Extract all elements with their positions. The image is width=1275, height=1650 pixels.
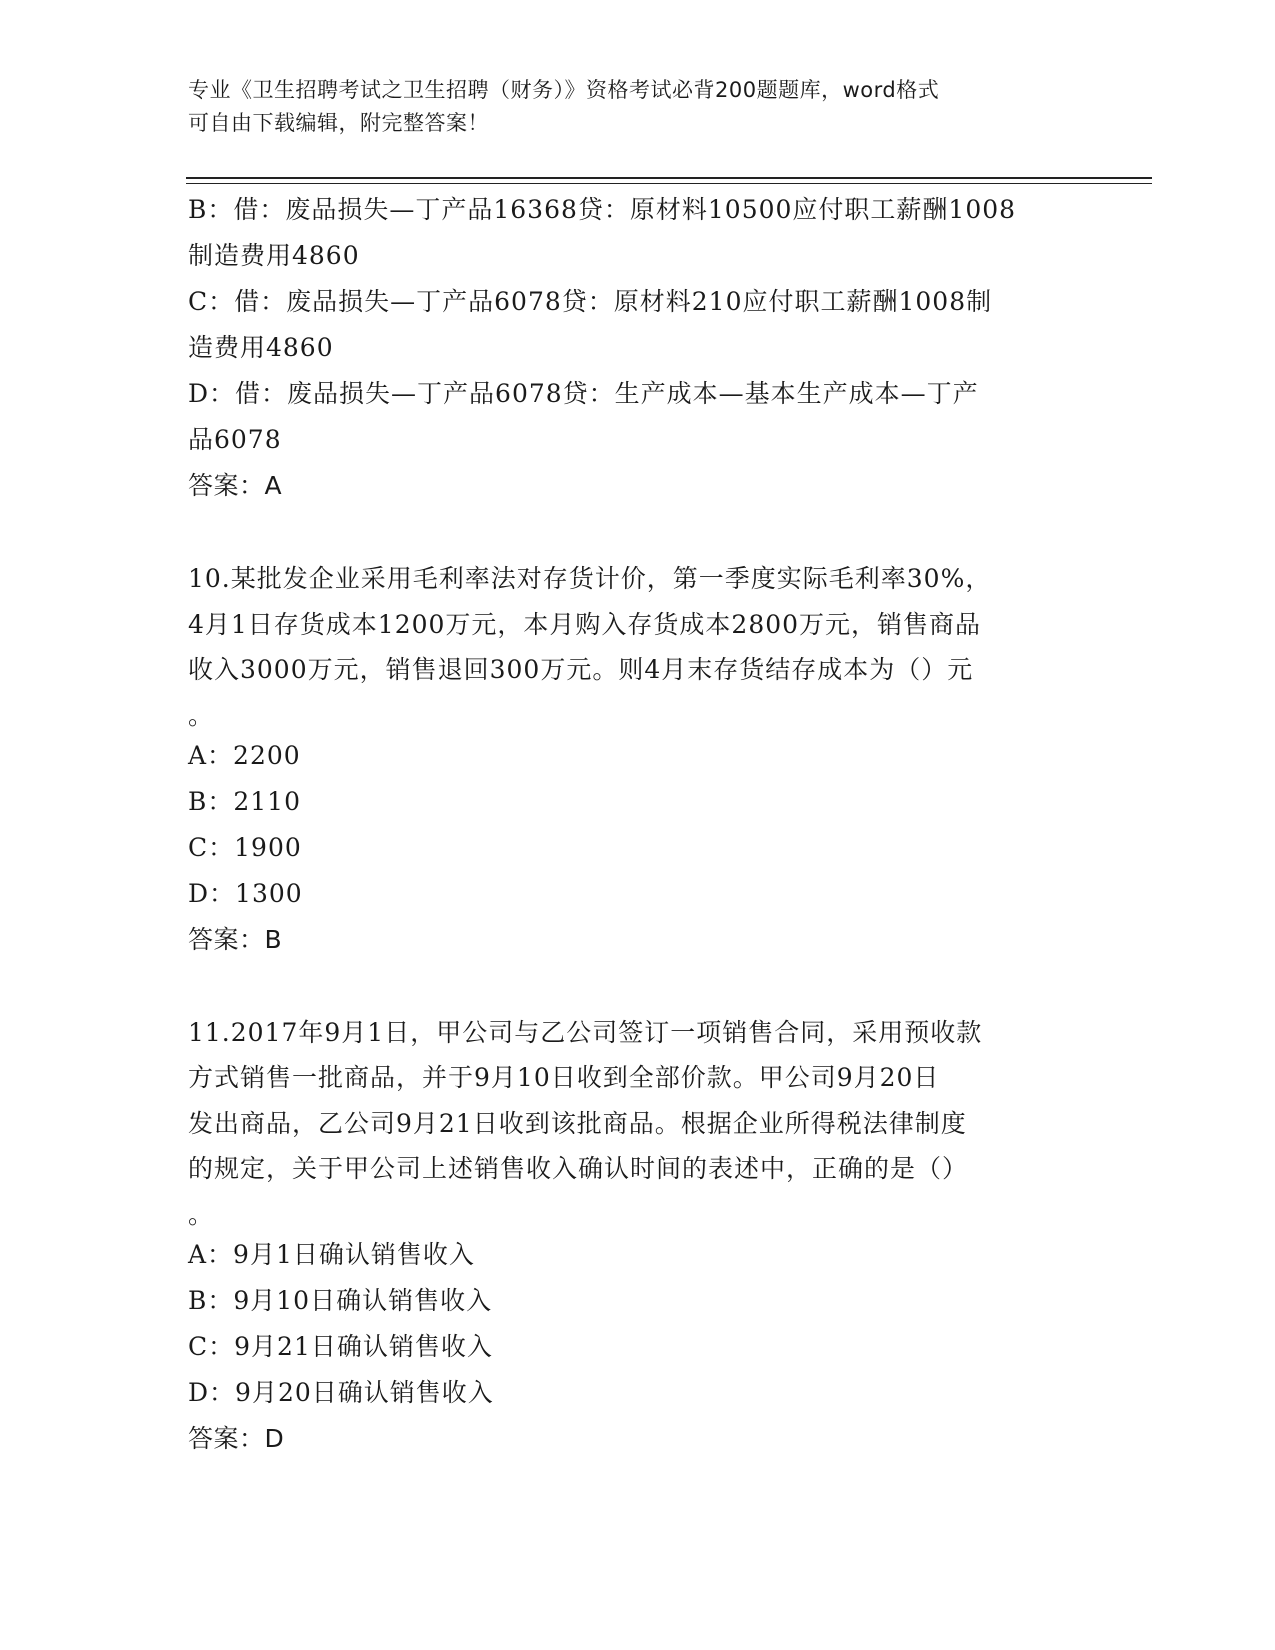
q11-stem-line-5: 。 [188,1199,215,1229]
question-11 [188,1010,1088,1462]
header-title-line-1: 专业《卫生招聘考试之卫生招聘（财务）》资格考试必背200题题库，word格式 [188,78,940,102]
spacer [188,509,1088,556]
q11-option-a: A：9月1日确认销售收入 [188,1239,475,1269]
q9-option-b-line-2: 制造费用4860 [188,241,360,270]
q11-option-d: D：9月20日确认销售收入 [188,1377,494,1407]
q11-stem-line-4: 的规定，关于甲公司上述销售收入确认时间的表述中，正确的是（） [188,1154,969,1183]
spacer [188,963,1088,1010]
q11-stem-line-3: 发出商品，乙公司9月21日收到该批商品。根据企业所得税法律制度 [188,1108,967,1138]
header-rule-thin [186,183,1152,184]
header-rule-thick [186,177,1152,179]
q11-stem-line-1: 11.2017年9月1日，甲公司与乙公司签订一项销售合同，采用预收款 [188,1017,983,1047]
q10-stem-line-3: 收入3000万元，销售退回300万元。则4月末存货结存成本为（）元 [188,655,974,684]
q11-stem-line-2: 方式销售一批商品，并于9月10日收到全部价款。甲公司9月20日 [188,1063,940,1092]
q9-option-b-line-1: B：借：废品损失—丁产品16368贷：原材料10500应付职工薪酬1008 [188,195,1017,224]
q9-answer: 答案：A [188,471,283,500]
question-10 [188,556,1088,963]
q9-option-d-line-1: D：借：废品损失—丁产品6078贷：生产成本—基本生产成本—丁产 [188,379,979,408]
q9-option-d-line-2: 品6078 [188,425,282,454]
q10-stem-line-4: 。 [188,700,215,730]
header-title-line-2: 可自由下载编辑，附完整答案！ [188,111,489,135]
q10-option-c: C：1900 [188,832,302,862]
q9-option-c-line-2: 造费用4860 [188,333,334,362]
q10-stem-line-2: 4月1日存货成本1200万元，本月购入存货成本2800万元，销售商品 [188,609,982,639]
q10-option-d: D：1300 [188,878,303,908]
q9-option-c-line-1: C：借：废品损失—丁产品6078贷：原材料210应付职工薪酬1008制 [188,287,993,316]
q10-stem-line-1: 10.某批发企业采用毛利率法对存货计价，第一季度实际毛利率30%， [188,564,992,593]
q11-option-c: C：9月21日确认销售收入 [188,1331,493,1361]
question-content [188,187,1088,1462]
q10-option-b: B：2110 [188,786,301,816]
question-9 [188,187,1088,509]
q10-option-a: A：2200 [188,740,301,770]
q11-answer: 答案：D [188,1423,285,1453]
document-header [188,74,1068,140]
q10-answer: 答案：B [188,924,283,954]
q11-option-b: B：9月10日确认销售收入 [188,1285,493,1315]
